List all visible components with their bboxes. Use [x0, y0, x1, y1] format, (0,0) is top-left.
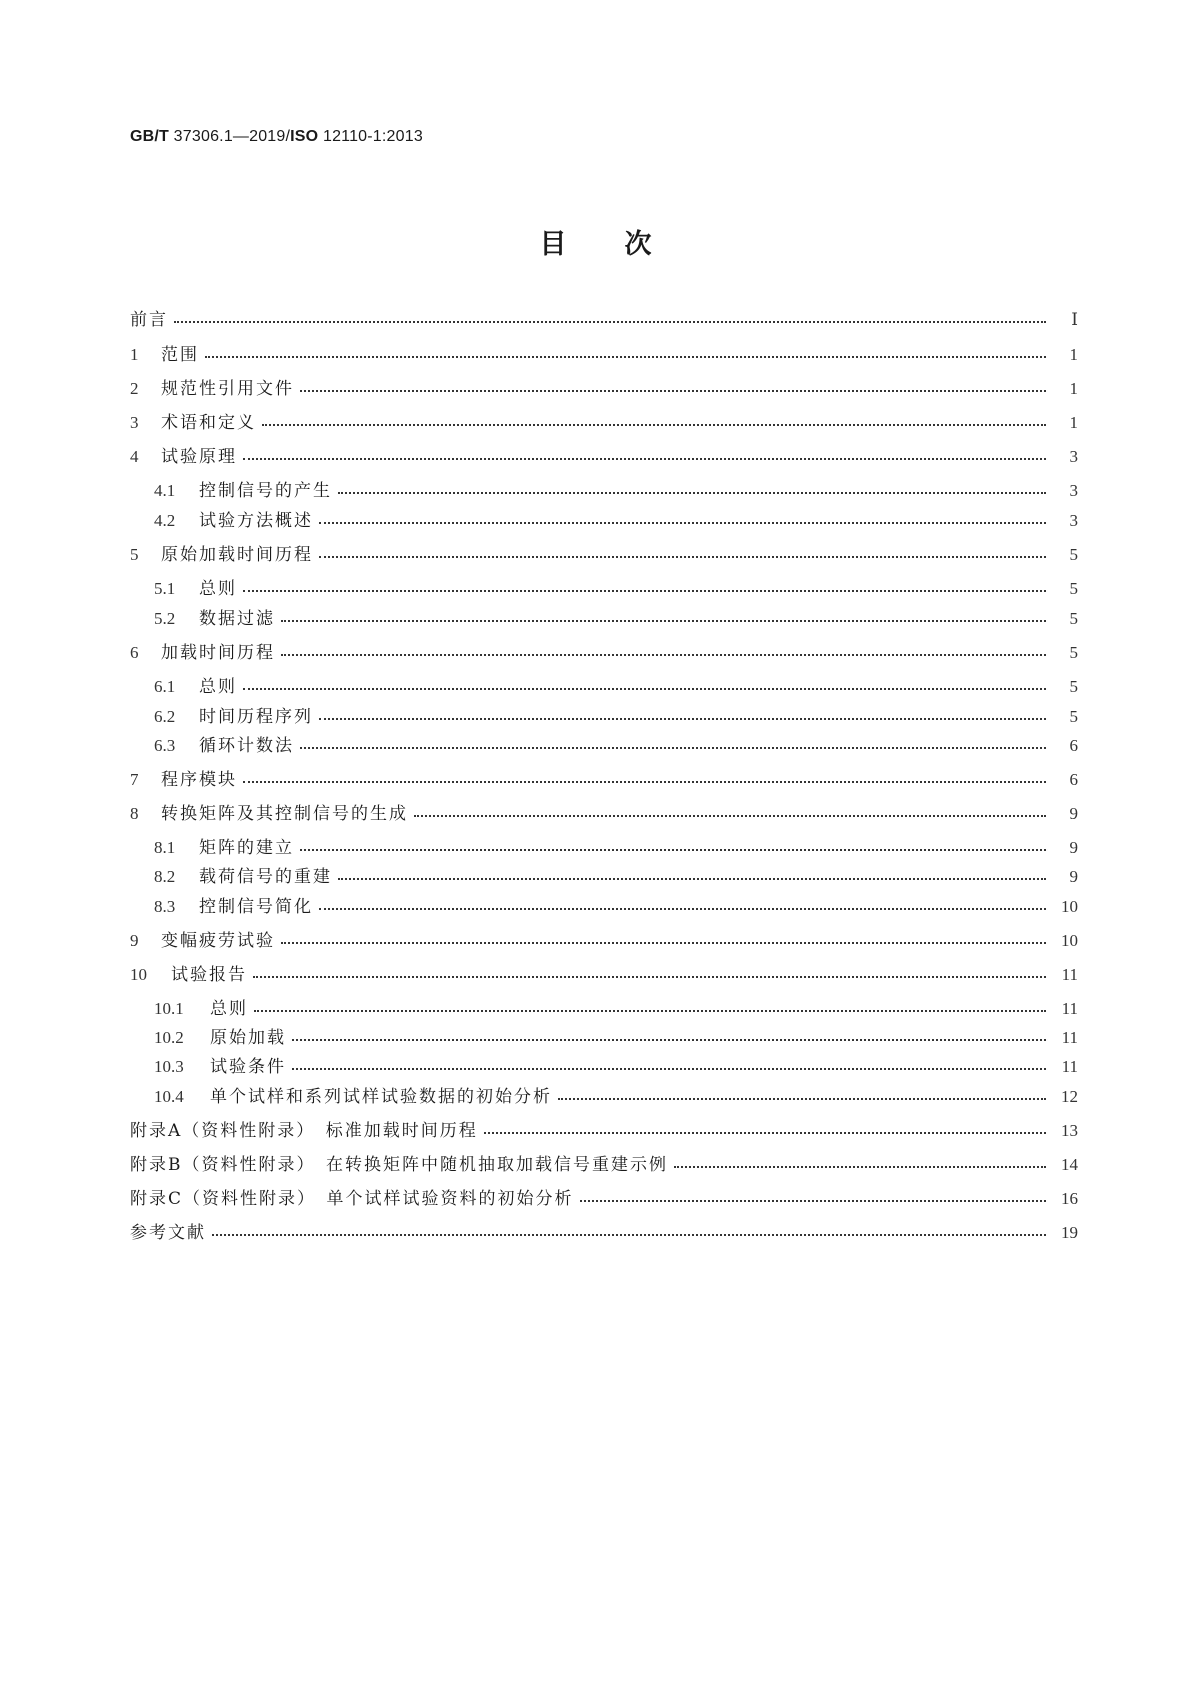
toc-entry-page-number: 9 [1069, 867, 1078, 886]
toc-entry[interactable] [130, 442, 1078, 466]
toc-entry-title: 范围 [161, 345, 199, 365]
toc-entry-title: 总则 [210, 999, 248, 1019]
toc-dot-leader [292, 1029, 1052, 1043]
toc-entry-title: 控制信号简化 [199, 897, 313, 917]
toc-entry[interactable] [130, 926, 1078, 950]
toc-dot-leader [319, 546, 1052, 560]
toc-entry[interactable] [154, 833, 1078, 857]
iso-code-number: 12110-1:2013 [318, 128, 423, 145]
toc-dot-leader [281, 610, 1052, 624]
toc-dot-leader [319, 708, 1052, 722]
toc-entry-title: 变幅疲劳试验 [161, 931, 275, 951]
toc-entry-page-number: 5 [1069, 707, 1078, 726]
toc-entry-number: 7 [130, 770, 139, 789]
toc-entry-number: 6.3 [154, 736, 176, 755]
toc-dot-leader [243, 580, 1052, 594]
toc-entry-page-number: 9 [1069, 804, 1078, 823]
toc-entry-page-number: 11 [1061, 1028, 1078, 1047]
toc-entry-page-number: 6 [1069, 770, 1078, 789]
toc-entry-title: 矩阵的建立 [199, 838, 294, 858]
toc-entry-title: 试验原理 [161, 447, 237, 467]
toc-entry-number: 4.1 [154, 481, 176, 500]
toc-dot-leader [205, 346, 1052, 360]
toc-entry[interactable] [154, 892, 1078, 916]
toc-entry-title: 单个试样和系列试样试验数据的初始分析 [210, 1087, 552, 1107]
toc-entry[interactable] [154, 862, 1078, 886]
toc-entry-title: 总则 [199, 677, 237, 697]
toc-dot-leader [174, 311, 1052, 325]
toc-entry-number: 2 [130, 379, 139, 398]
toc-entry-page-number: 16 [1061, 1189, 1078, 1208]
toc-entry-title: 附录A（资料性附录） 标准加载时间历程 [130, 1121, 478, 1141]
toc-entry-number: 6.1 [154, 677, 176, 696]
toc-entry-title: 载荷信号的重建 [199, 867, 332, 887]
toc-entry-number: 8.1 [154, 838, 176, 857]
toc-entry-title: 控制信号的产生 [199, 481, 332, 501]
toc-entry-title: 参考文献 [130, 1223, 206, 1243]
toc-entry[interactable] [154, 506, 1078, 530]
toc-entry-number: 10.3 [154, 1057, 184, 1076]
toc-dot-leader [319, 898, 1052, 912]
toc-dot-leader [414, 805, 1052, 819]
toc-entry-title: 附录B（资料性附录） 在转换矩阵中随机抽取加载信号重建示例 [130, 1155, 668, 1175]
toc-entry-title: 附录C（资料性附录） 单个试样试验资料的初始分析 [130, 1189, 574, 1209]
toc-entry[interactable] [130, 1150, 1078, 1174]
toc-entry-page-number: 3 [1069, 447, 1078, 466]
toc-entry-page-number: 3 [1069, 481, 1078, 500]
toc-entry-page-number: 5 [1069, 643, 1078, 662]
toc-title: 目次 [539, 229, 710, 260]
toc-dot-leader [484, 1122, 1052, 1136]
toc-entry-page-number: 10 [1061, 931, 1078, 950]
toc-dot-leader [580, 1190, 1052, 1204]
toc-entry[interactable] [130, 408, 1078, 432]
toc-dot-leader [281, 932, 1052, 946]
toc-entry[interactable] [130, 765, 1078, 789]
toc-entry-title: 总则 [199, 579, 237, 599]
toc-dot-leader [281, 644, 1052, 658]
toc-dot-leader [292, 1058, 1052, 1072]
toc-entry-page-number: 10 [1061, 897, 1078, 916]
toc-entry[interactable] [154, 994, 1078, 1018]
toc-entry[interactable] [130, 960, 1078, 984]
toc-entry-title: 加载时间历程 [161, 643, 275, 663]
toc-dot-leader [243, 448, 1052, 462]
toc-entry-title: 原始加载 [210, 1028, 286, 1048]
toc-entry[interactable] [154, 574, 1078, 598]
toc-dot-leader [243, 678, 1052, 692]
toc-dot-leader [338, 482, 1052, 496]
toc-entry-page-number: 13 [1061, 1121, 1078, 1140]
toc-entry-number: 4.2 [154, 511, 176, 530]
toc-entry-number: 9 [130, 931, 139, 950]
toc-dot-leader [319, 512, 1052, 526]
toc-entry-number: 3 [130, 413, 139, 432]
toc-dot-leader [674, 1156, 1052, 1170]
toc-entry-title: 程序模块 [161, 770, 237, 790]
toc-entry-number: 5.1 [154, 579, 176, 598]
toc-entry-page-number: 11 [1061, 1057, 1078, 1076]
toc-dot-leader [300, 737, 1052, 751]
toc-entry[interactable] [130, 638, 1078, 662]
toc-entry[interactable] [130, 305, 1078, 329]
document-header [130, 126, 423, 146]
toc-entry-title: 时间历程序列 [199, 707, 313, 727]
toc-dot-leader [212, 1224, 1052, 1238]
toc-dot-leader [253, 966, 1052, 980]
toc-entry[interactable] [154, 476, 1078, 500]
toc-entry[interactable] [130, 1116, 1078, 1140]
toc-entry-number: 10.4 [154, 1087, 184, 1106]
toc-entry-page-number: 5 [1069, 545, 1078, 564]
toc-entry[interactable] [154, 702, 1078, 726]
toc-entry-page-number: 5 [1069, 677, 1078, 696]
toc-entry-number: 10 [130, 965, 147, 984]
toc-entry[interactable] [154, 604, 1078, 628]
toc-entry-title: 数据过滤 [199, 609, 275, 629]
toc-entry-page-number: Ⅰ [1071, 310, 1078, 329]
toc-entry-page-number: 12 [1061, 1087, 1078, 1106]
toc-entry-page-number: 3 [1069, 511, 1078, 530]
toc-entry-page-number: 1 [1069, 345, 1078, 364]
toc-entry-page-number: 5 [1069, 579, 1078, 598]
toc-entry-number: 5.2 [154, 609, 176, 628]
toc-entry-number: 8 [130, 804, 139, 823]
toc-entry-number: 8.2 [154, 867, 176, 886]
toc-entry-page-number: 14 [1061, 1155, 1078, 1174]
toc-entry-number: 10.2 [154, 1028, 184, 1047]
toc-entry-page-number: 11 [1061, 999, 1078, 1018]
toc-entry[interactable] [130, 374, 1078, 398]
standard-code-prefix: GB/T [130, 128, 170, 145]
toc-dot-leader [243, 771, 1052, 785]
toc-dot-leader [262, 414, 1052, 428]
toc-entry-page-number: 11 [1061, 965, 1078, 984]
toc-entry-number: 1 [130, 345, 139, 364]
toc-entry-number: 5 [130, 545, 139, 564]
toc-entry-title: 术语和定义 [161, 413, 256, 433]
toc-entry-number: 8.3 [154, 897, 176, 916]
toc-entry-page-number: 6 [1069, 736, 1078, 755]
toc-entry[interactable] [154, 1023, 1078, 1047]
toc-entry[interactable] [130, 340, 1078, 364]
toc-dot-leader [254, 1000, 1052, 1014]
toc-entry[interactable] [130, 540, 1078, 564]
toc-entry[interactable] [154, 731, 1078, 755]
standard-code-number: 37306.1—2019/ [169, 128, 291, 145]
toc-entry-page-number: 19 [1061, 1223, 1078, 1242]
toc-entry-title: 试验报告 [171, 965, 247, 985]
toc-dot-leader [338, 868, 1052, 882]
toc-dot-leader [558, 1088, 1052, 1102]
toc-entry-title: 转换矩阵及其控制信号的生成 [161, 804, 408, 824]
toc-entry-number: 4 [130, 447, 139, 466]
toc-entry-page-number: 9 [1069, 838, 1078, 857]
toc-entry[interactable] [154, 1052, 1078, 1076]
toc-entry[interactable] [130, 799, 1078, 823]
toc-dot-leader [300, 380, 1052, 394]
toc-entry-title: 规范性引用文件 [161, 379, 294, 399]
toc-entry-title: 试验条件 [210, 1057, 286, 1077]
toc-entry[interactable] [154, 1082, 1078, 1106]
toc-entry-number: 10.1 [154, 999, 184, 1018]
toc-entry-title: 前言 [130, 310, 168, 330]
toc-entry[interactable] [130, 1184, 1078, 1208]
toc-entry-title: 试验方法概述 [199, 511, 313, 531]
toc-entry-title: 原始加载时间历程 [161, 545, 313, 565]
toc-entry-page-number: 5 [1069, 609, 1078, 628]
toc-entry-number: 6.2 [154, 707, 176, 726]
toc-entry-page-number: 1 [1069, 379, 1078, 398]
toc-entry[interactable] [154, 672, 1078, 696]
toc-entry-title: 循环计数法 [199, 736, 294, 756]
toc-dot-leader [300, 839, 1052, 853]
toc-entry[interactable] [130, 1218, 1078, 1242]
toc-entry-page-number: 1 [1069, 413, 1078, 432]
toc-entry-number: 6 [130, 643, 139, 662]
iso-code-prefix: ISO [290, 128, 319, 145]
